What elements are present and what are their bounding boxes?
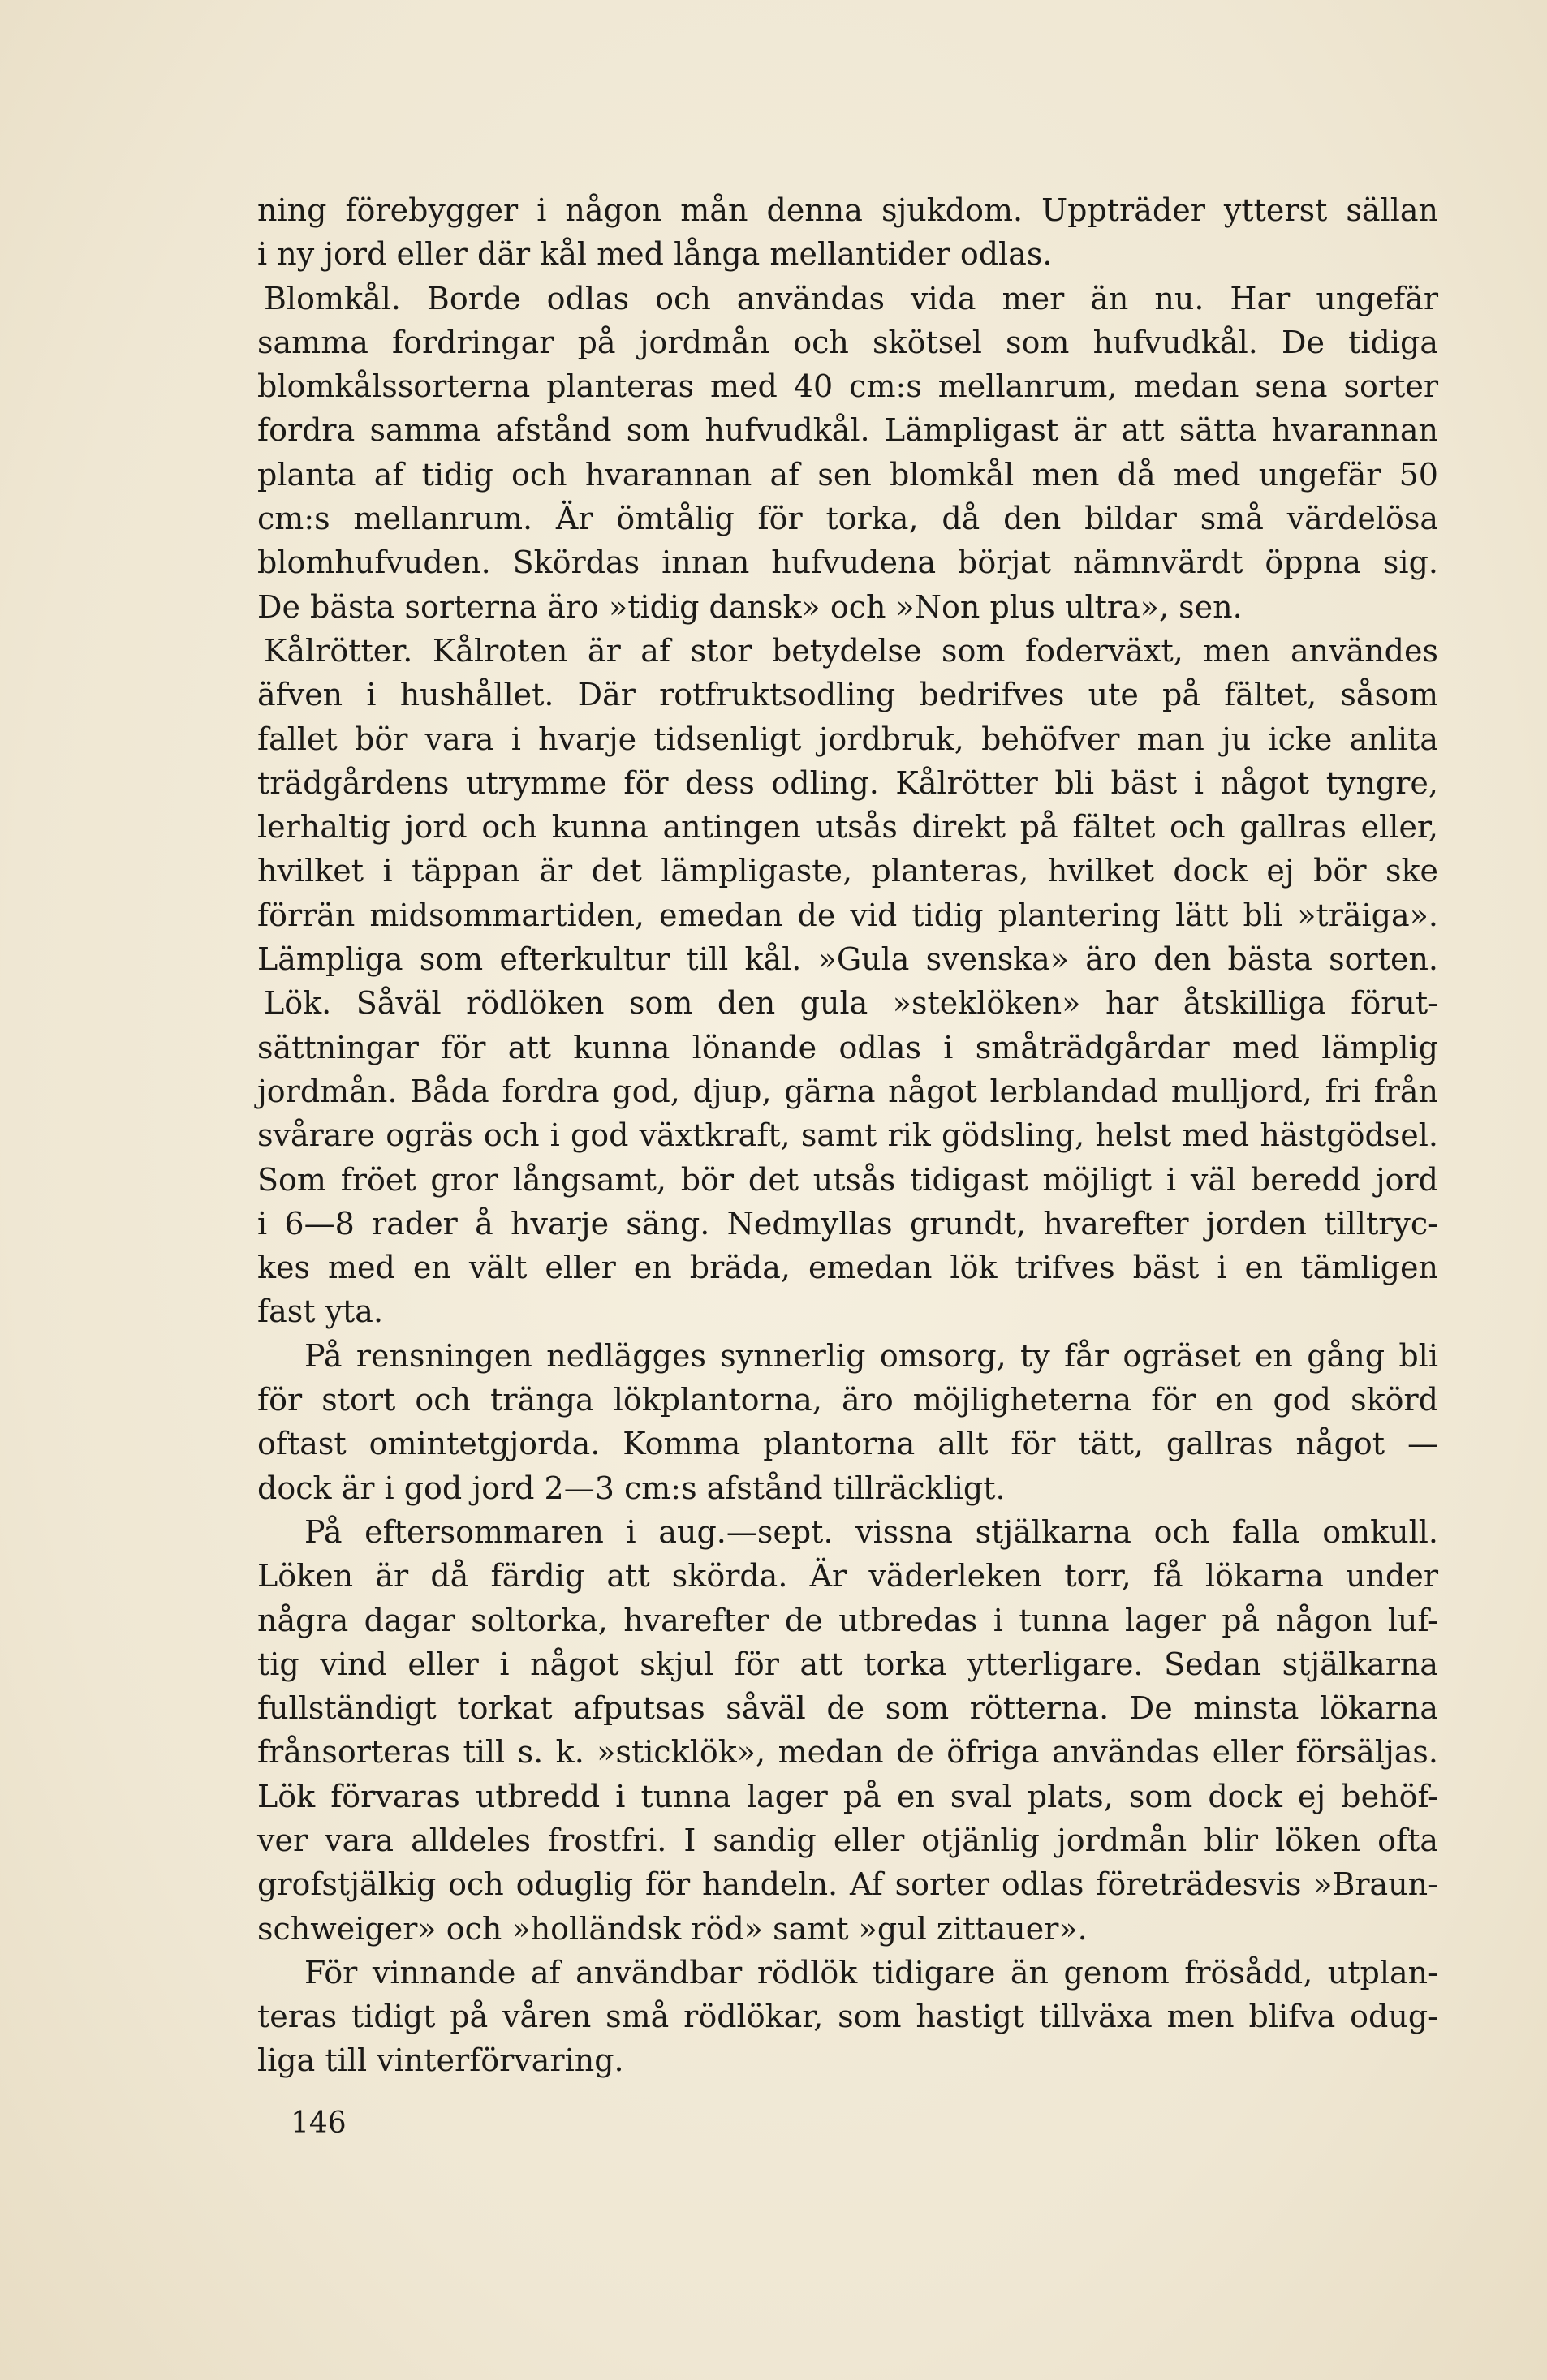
text-line-41: För vinnande af användbar rödlök tidigare än genom frösådd, utplan- [304, 1954, 1438, 1991]
text-line-8: cm:s mellanrum. Är ömtålig för torka, då den bildar små värdelösa [257, 501, 1438, 537]
text-line-39: grofstjälkig och oduglig för handeln. Af sorter odlas företrädesvis »Braun- [257, 1866, 1438, 1903]
body-text [257, 188, 1438, 2083]
text-line-9: blomhufvuden. Skördas innan hufvudena börjat nämnvärdt öppna sig. [257, 544, 1438, 581]
text-line-13: fallet bör vara i hvarje tidsenligt jordbruk, behöfver man ju icke anlita [257, 721, 1438, 757]
text-line-31: På eftersommaren i aug.—sept. vissna stjälkarna och falla omkull. [304, 1513, 1438, 1550]
text-line-24: i 6—8 rader å hvarje säng. Nedmyllas grundt, hvarefter jorden tilltryc- [257, 1205, 1438, 1242]
text-line-6: fordra samma afstånd som hufvudkål. Lämpligast är att sätta hvarannan [257, 412, 1438, 449]
text-line-18: Lämpliga som efterkultur till kål. »Gula svenska» äro den bästa sorten. [257, 941, 1438, 978]
text-line-35: fullständigt torkat afputsas såväl de som rötterna. De minsta lökarna [257, 1690, 1438, 1727]
text-line-7: planta af tidig och hvarannan af sen blomkål men då med ungefär 50 [257, 456, 1438, 493]
text-line-3: Blomkål. Borde odlas och användas vida mer än nu. Har ungefär [264, 280, 1438, 316]
text-line-17: förrän midsommartiden, emedan de vid tidig plantering lätt bli »träiga». [257, 897, 1438, 933]
text-line-34: tig vind eller i något skjul för att torka ytterligare. Sedan stjälkarna [257, 1646, 1438, 1682]
text-line-21: jordmån. Båda fordra god, djup, gärna något lerblandad mulljord, fri från [257, 1073, 1438, 1109]
text-line-23: Som fröet gror långsamt, bör det utsås tidigast möjligt i väl beredd jord [257, 1161, 1438, 1198]
text-line-5: blomkålssorterna planteras med 40 cm:s mellanrum, medan sena sorter [257, 368, 1438, 405]
text-line-37: Lök förvaras utbredd i tunna lager på en sval plats, som dock ej behöf- [257, 1778, 1438, 1814]
text-line-12: äfven i hushållet. Där rotfruktsodling bedrifves ute på fältet, såsom [257, 677, 1438, 713]
text-line-2: i ny jord eller där kål med långa mellantider odlas. [257, 236, 1053, 273]
text-line-40: schweiger» och »holländsk röd» samt »gul zittauer». [257, 1910, 1088, 1947]
text-line-20: sättningar för att kunna lönande odlas i småträdgårdar med lämplig [257, 1029, 1438, 1065]
text-line-43: liga till vinterförvaring. [257, 2042, 624, 2079]
text-line-27: På rensningen nedlägges synnerlig omsorg, ty får ogräset en gång bli [304, 1337, 1438, 1374]
text-line-16: hvilket i täppan är det lämpligaste, planteras, hvilket dock ej bör ske [257, 853, 1438, 889]
text-line-14: trädgårdens utrymme för dess odling. Kålrötter bli bäst i något tyngre, [257, 764, 1438, 801]
text-line-32: Löken är då färdig att skörda. Är väderleken torr, få lökarna under [257, 1558, 1438, 1595]
text-line-10: De bästa sorterna äro »tidig dansk» och »Non plus ultra», sen. [257, 588, 1243, 625]
text-line-19: Lök. Såväl rödlöken som den gula »steklöken» har åtskilliga förut- [264, 985, 1438, 1022]
text-line-38: ver vara alldeles frostfri. I sandig eller otjänlig jordmån blir löken ofta [257, 1822, 1438, 1858]
text-line-11: Kålrötter. Kålroten är af stor betydelse som foderväxt, men användes [264, 632, 1438, 669]
text-line-33: några dagar soltorka, hvarefter de utbredas i tunna lager på någon luf- [257, 1602, 1438, 1638]
text-line-4: samma fordringar på jordmån och skötsel som hufvudkål. De tidiga [257, 324, 1438, 360]
text-line-42: teras tidigt på våren små rödlökar, som hastigt tillväxa men blifva odug- [257, 1999, 1438, 2035]
text-line-1: ning förebygger i någon mån denna sjukdom. Uppträder ytterst sällan [257, 192, 1438, 228]
page-number: 146 [291, 2107, 347, 2140]
text-line-29: oftast omintetgjorda. Komma plantorna allt för tätt, gallras något — [257, 1426, 1438, 1462]
text-line-36: frånsorteras till s. k. »sticklök», medan de öfriga användas eller försäljas. [257, 1734, 1438, 1771]
text-line-22: svårare ogräs och i god växtkraft, samt rik gödsling, helst med hästgödsel. [257, 1117, 1438, 1154]
text-line-28: för stort och tränga lökplantorna, äro möjligheterna för en god skörd [257, 1382, 1438, 1418]
text-line-15: lerhaltig jord och kunna antingen utsås direkt på fältet och gallras eller, [257, 809, 1438, 846]
text-line-25: kes med en vält eller en bräda, emedan lök trifves bäst i en tämligen [257, 1250, 1438, 1286]
text-line-26: fast yta. [257, 1293, 384, 1330]
text-line-30: dock är i god jord 2—3 cm:s afstånd tillräckligt. [257, 1470, 1006, 1506]
